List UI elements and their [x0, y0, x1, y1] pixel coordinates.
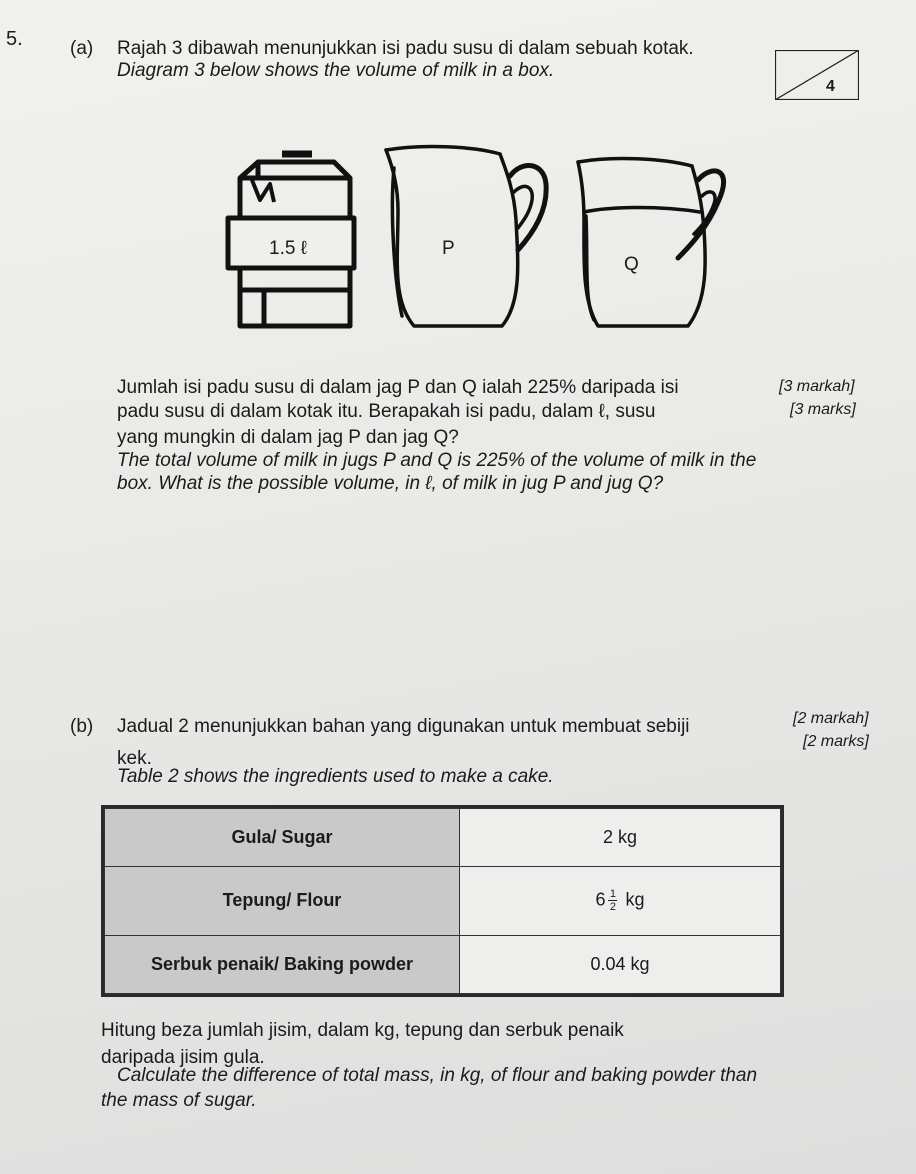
fraction-numerator: 1 [609, 888, 617, 901]
part-b-intro-malay-line1: Jadual 2 menunjukkan bahan yang digunakan untuk membuat sebiji [117, 716, 690, 737]
part-b-intro-malay-line2: kek. [117, 748, 152, 769]
mass-whole: 6 [595, 889, 606, 910]
milk-box-volume-label: 1.5 ℓ [269, 238, 307, 259]
jug-q-label: Q [624, 254, 639, 275]
mark-box [775, 50, 859, 100]
part-a-question-malay-line1: Jumlah isi padu susu di dalam jag P dan Q ialah 225% daripada isi [117, 377, 679, 398]
part-a-question-malay-line2: padu susu di dalam kotak itu. Berapakah isi padu, dalam ℓ, susu [117, 401, 656, 422]
fraction-denominator: 2 [609, 901, 617, 914]
part-a-marks-malay: [3 markah] [779, 378, 855, 395]
part-a-intro-english: Diagram 3 below shows the volume of milk in a box. [117, 60, 555, 81]
part-b-label: (b) [70, 716, 94, 737]
part-b-marks-malay: [2 markah] [793, 710, 869, 727]
part-b-intro-english: Table 2 shows the ingredients used to make a cake. [117, 766, 554, 787]
part-a-intro-malay: Rajah 3 dibawah menunjukkan isi padu susu di dalam sebuah kotak. [117, 38, 694, 59]
part-b-question-malay-line2: daripada jisim gula. [101, 1047, 265, 1068]
part-a-marks-english: [3 marks] [790, 401, 856, 418]
part-a-question-english-line1: The total volume of milk in jugs P and Q is 225% of the volume of milk in the [117, 450, 757, 471]
jug-p-drawing [386, 147, 546, 326]
mark-box-value: 4 [826, 78, 835, 95]
ingredient-name: Serbuk penaik/ Baking powder [105, 935, 460, 993]
table-row [105, 935, 781, 993]
mass-unit: kg [625, 889, 645, 910]
part-a-question-malay-line3: yang mungkin di dalam jag P dan jag Q? [117, 427, 459, 448]
ingredient-mass: 2 kg [460, 809, 781, 867]
jug-q-drawing [578, 159, 724, 326]
ingredients-table [101, 805, 784, 997]
ingredient-name: Tepung/ Flour [105, 867, 460, 935]
part-b-question-malay-line1: Hitung beza jumlah jisim, dalam kg, tepung dan serbuk penaik [101, 1020, 624, 1041]
ingredient-mass: 0.04 kg [460, 935, 781, 993]
part-b-marks-english: [2 marks] [803, 733, 869, 750]
table-row [105, 809, 781, 867]
question-number: 5. [6, 28, 23, 50]
ingredient-name: Gula/ Sugar [105, 809, 460, 867]
mass-fraction [608, 888, 617, 913]
part-b-question-english-line1: Calculate the difference of total mass, in kg, of flour and baking powder than [117, 1065, 758, 1086]
part-a-question-english-line2: box. What is the possible volume, in ℓ, of milk in jug P and jug Q? [117, 473, 664, 494]
table-row [105, 867, 781, 935]
jug-p-label: P [442, 238, 455, 259]
part-a-label: (a) [70, 38, 94, 59]
part-b-question-english-line2: the mass of sugar. [101, 1090, 257, 1111]
ingredient-mass [460, 867, 781, 935]
